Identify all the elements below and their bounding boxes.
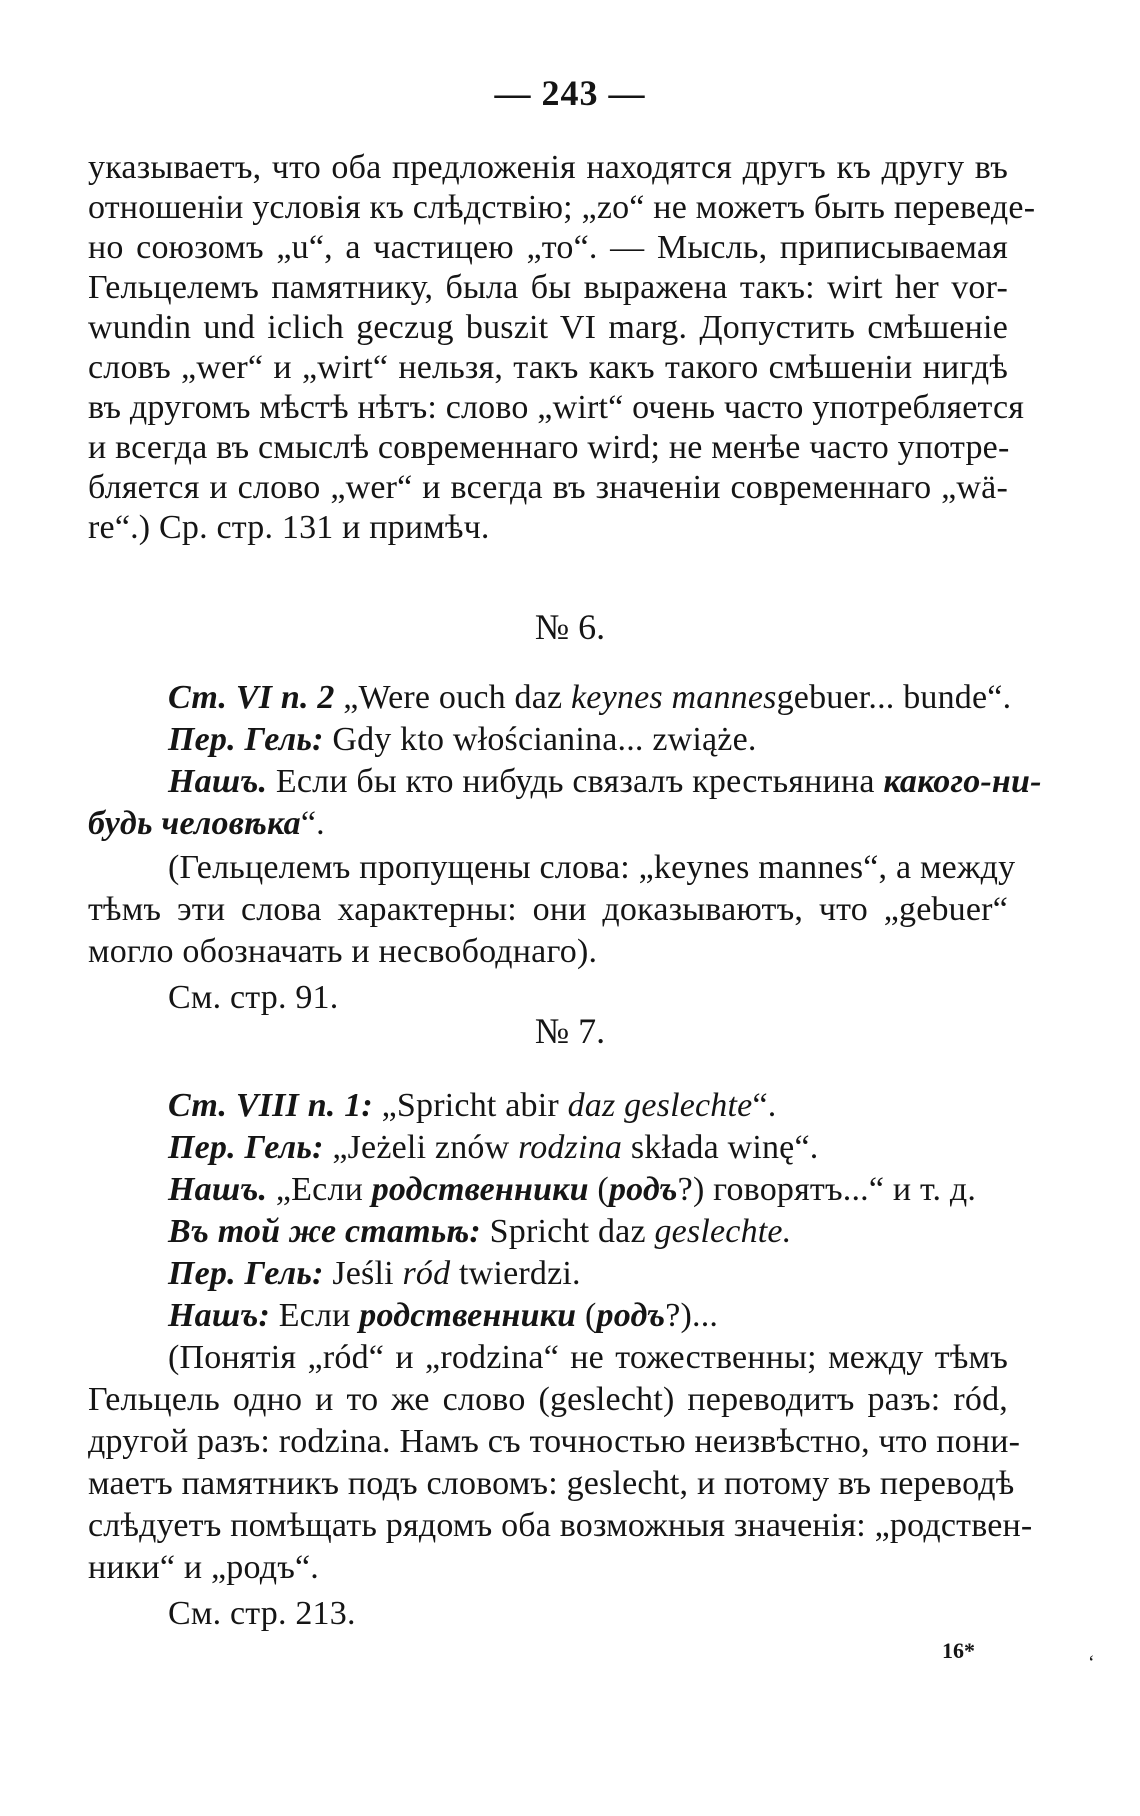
s7-nash-label: Нашъ.	[168, 1171, 268, 1208]
s7-note-line: Гельцель одно и то же слово (geslecht) переводитъ разъ: ród,	[88, 1381, 1008, 1418]
s7-our2-line	[168, 1296, 718, 1336]
section-heading-6: № 6.	[534, 607, 606, 647]
body-line: отношеніи условія къ слѣдствію; „zo“ не можетъ быть переведе-	[88, 189, 1036, 226]
body-line: и всегда въ смыслѣ современнаго wird; не менѣе часто употре-	[88, 429, 1010, 466]
s6-note-line: тѣмъ эти слова характерны: они доказываютъ, что „gebuer“	[88, 891, 1008, 928]
s7-nash2-pre: Если	[270, 1297, 360, 1334]
s6-note-line: могло обозначать и несвободнаго).	[88, 933, 598, 970]
s6-translation-line	[168, 720, 757, 760]
s7-our-line	[168, 1170, 976, 1210]
s7-per2-pre: Jeśli	[323, 1255, 403, 1292]
s7-ref-label: Ст. VIII п. 1:	[168, 1087, 373, 1124]
s6-our-line	[168, 762, 1042, 802]
s7-nash2-italic2: родъ	[596, 1297, 666, 1334]
s6-ref-label: Ст. VI п. 2	[168, 679, 335, 716]
s7-nash-italic: родственники	[371, 1171, 589, 1208]
s6-nash-text: Если бы кто нибудь связалъ крестьянина	[267, 763, 884, 800]
s7-quote-italic: daz geslechte	[567, 1087, 753, 1124]
s7-see-also: См. стр. 213.	[168, 1595, 356, 1632]
s7-per-pre: „Jeżeli znów	[323, 1129, 519, 1166]
s6-quote-post: gebuer... bunde“.	[776, 679, 1012, 716]
s6-note-line: (Гельцелемъ пропущены слова: „keynes mannes“, а между	[168, 849, 1016, 886]
s7-translation2-line	[168, 1254, 581, 1294]
s7-nash2-italic: родственники	[359, 1297, 577, 1334]
s7-per-label: Пер. Гель:	[168, 1129, 324, 1166]
body-line: указываетъ, что оба предложенія находятся другъ къ другу въ	[88, 149, 1008, 186]
s7-note-line: другой разъ: rodzina. Намъ съ точностью неизвѣстно, что пони-	[88, 1423, 1021, 1460]
s7-note-line: маетъ памятникъ подъ словомъ: geslecht, и потому въ переводѣ	[88, 1465, 1015, 1502]
s6-nash-end: “.	[300, 805, 325, 842]
s6-per-label: Пер. Гель:	[168, 721, 324, 758]
s6-nash-italic2: будь человѣка	[88, 805, 301, 842]
s7-per-post: składa winę“.	[622, 1129, 819, 1166]
s6-nash-italic1: какого-ни-	[883, 763, 1042, 800]
s6-quote-pre: „Were ouch daz	[343, 679, 571, 716]
s7-nash2-mid: (	[576, 1297, 597, 1334]
s7-same-italic: geslechte.	[654, 1213, 792, 1250]
s7-nash-pre: „Если	[267, 1171, 372, 1208]
section-heading-7: № 7.	[534, 1011, 606, 1051]
s7-reference-line	[168, 1086, 776, 1126]
body-line: въ другомъ мѣстѣ нѣтъ: слово „wirt“ очень часто употребляется	[88, 389, 1025, 426]
s7-note-line: (Понятія „ród“ и „rodzina“ не тожественны; между тѣмъ	[168, 1339, 1008, 1376]
s7-quote-post: “.	[752, 1087, 777, 1124]
s7-translation-line	[168, 1128, 818, 1168]
s6-per-text: Gdy kto włościanina... zwiąże.	[323, 721, 757, 758]
s6-our-line-cont	[88, 804, 325, 844]
s6-quote-italic: keynes mannes	[571, 679, 777, 716]
s7-nash2-post: ?)...	[665, 1297, 719, 1334]
s7-nash-post: ?) говорятъ...“ и т. д.	[677, 1171, 977, 1208]
signature-mark: 16*	[942, 1638, 975, 1663]
s7-nash-italic2: родъ	[608, 1171, 678, 1208]
s7-same-article-line	[168, 1212, 791, 1252]
body-line: wundin und iclich geczug buszit VI marg. Допустить смѣшеніе	[88, 309, 1008, 346]
s7-per2-italic: ród	[402, 1255, 451, 1292]
body-line: re“.) Ср. стр. 131 и примѣч.	[88, 509, 490, 546]
s7-note-line: слѣдуетъ помѣщать рядомъ оба возможныя значенія: „родствен-	[88, 1507, 1033, 1544]
s6-reference-line	[168, 678, 1011, 718]
s6-see-also: См. стр. 91.	[168, 979, 339, 1016]
s7-note-line: ники“ и „родъ“.	[88, 1549, 319, 1586]
s7-nash-mid: (	[588, 1171, 609, 1208]
body-line: Гельцелемъ памятнику, была бы выражена такъ: wirt her vor-	[88, 269, 1008, 306]
s7-per-italic: rodzina	[518, 1129, 623, 1166]
scan-speck: ‘	[1088, 1652, 1095, 1674]
body-line: но союзомъ „u“, а частицею „то“. — Мысль, приписываемая	[88, 229, 1008, 266]
s7-same-label: Въ той же статьѣ:	[168, 1213, 481, 1250]
s7-quote-pre: „Spricht abir	[372, 1087, 568, 1124]
s7-per2-label: Пер. Гель:	[168, 1255, 324, 1292]
s7-nash2-label: Нашъ:	[168, 1297, 271, 1334]
s7-same-pre: Spricht daz	[480, 1213, 655, 1250]
body-line: бляется и слово „wer“ и всегда въ значеніи современнаго „wä-	[88, 469, 1008, 506]
page-number: — 243 —	[494, 73, 646, 113]
body-line: словъ „wer“ и „wirt“ нельзя, такъ какъ такого смѣшеніи нигдѣ	[88, 349, 1008, 386]
s6-nash-label: Нашъ.	[168, 763, 268, 800]
s7-per2-post: twierdzi.	[450, 1255, 581, 1292]
